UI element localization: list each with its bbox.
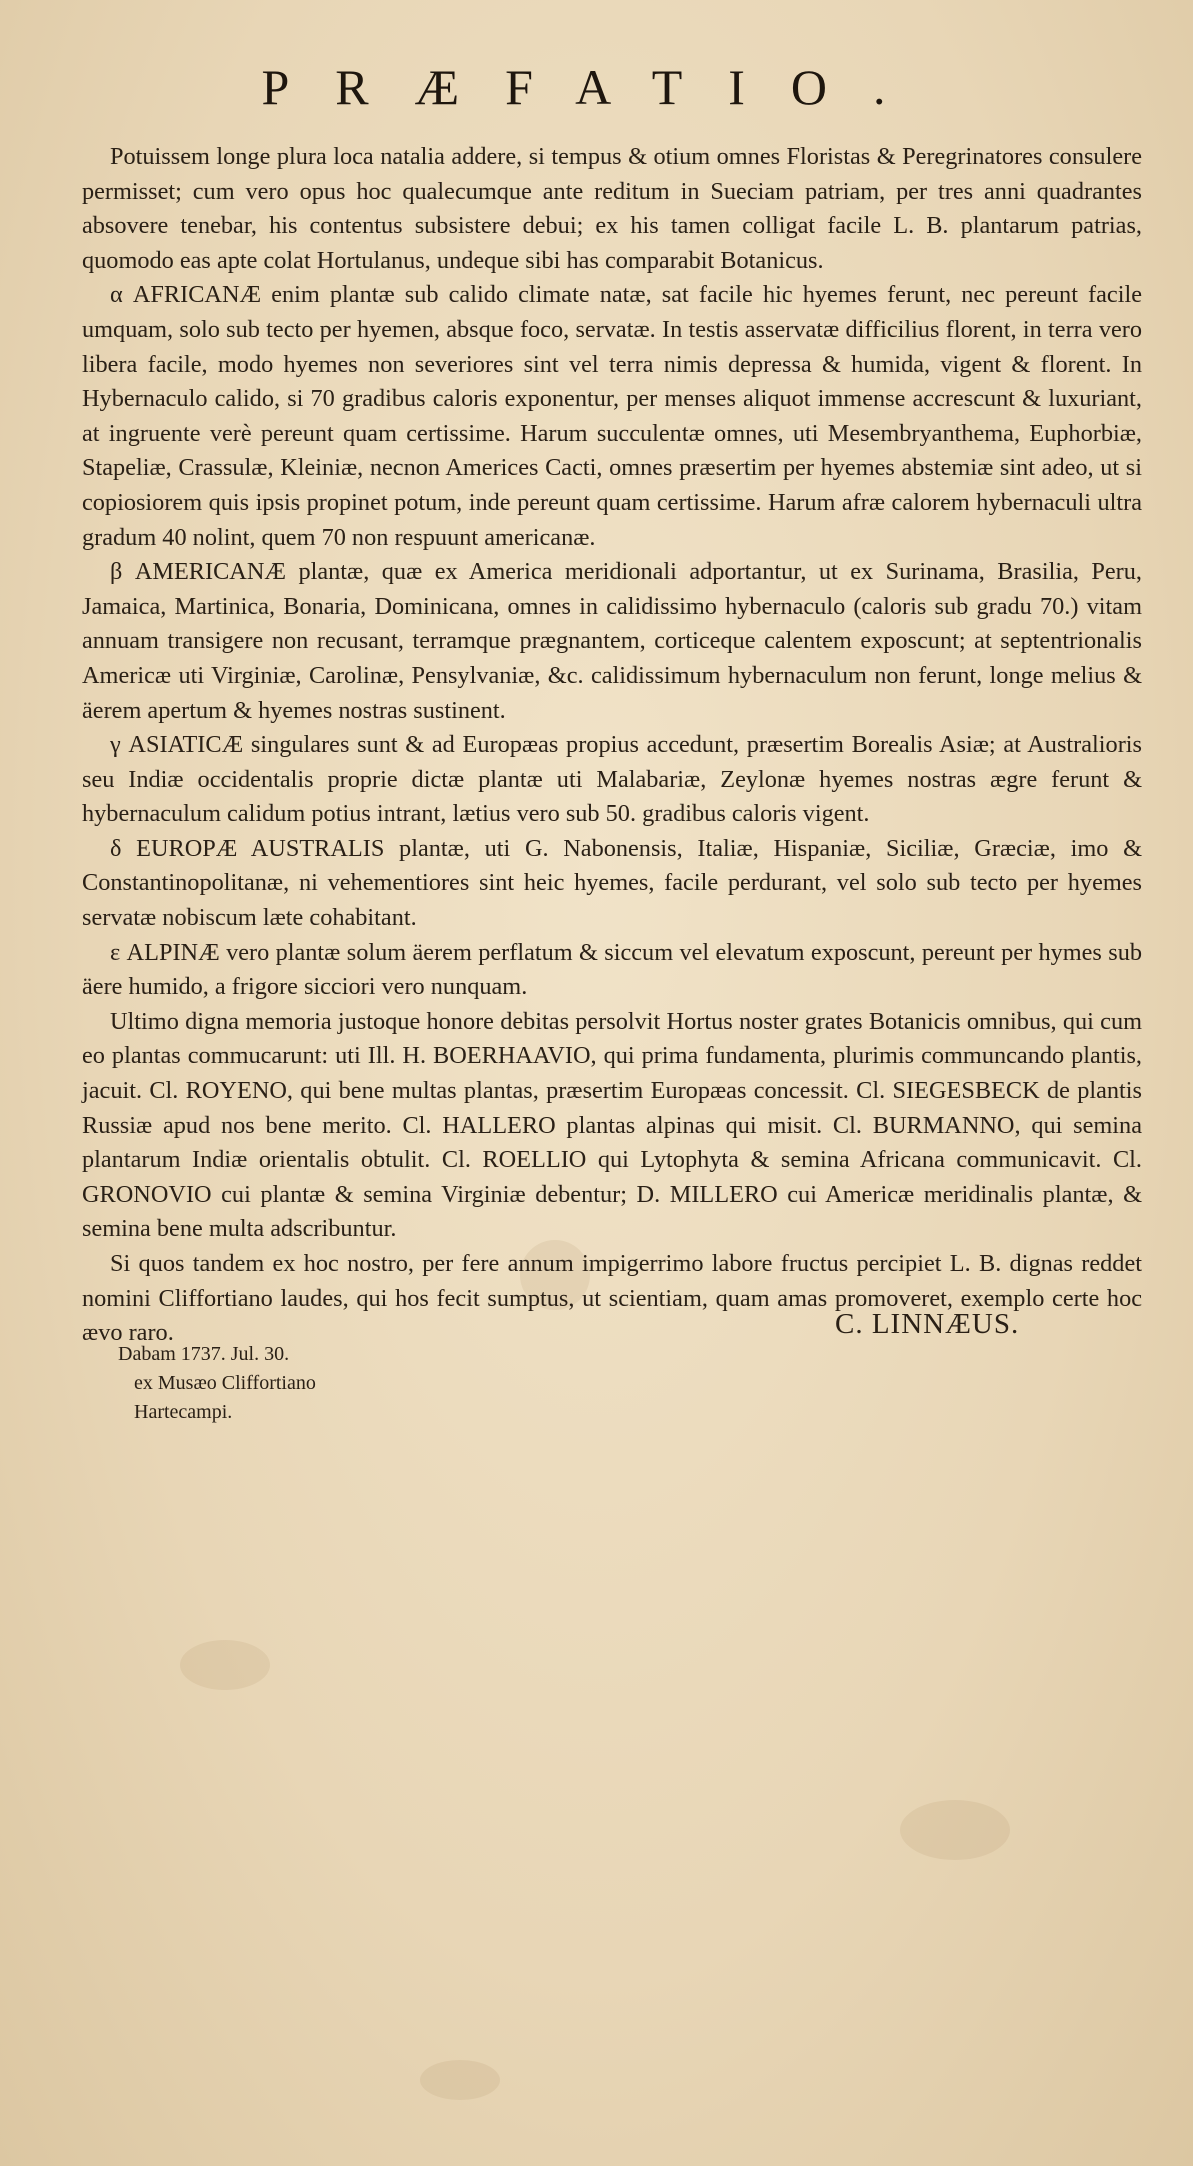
stain	[420, 2060, 500, 2100]
paragraph-americanae: β AMERICANÆ plantæ, quæ ex America meridionali adportantur, ut ex Surinama, Brasilia, Peru, Jamaica, Martinica, Bonaria, Dominicana, omnes in calidissimo hybernaculo (caloris sub gradu 70.) vitam annuam transigere non recusant, terramque prægnantem, corticeque calentem exposcunt; at septentrionalis Americæ uti Virginiæ, Carolinæ, Pensylvaniæ, &c. calidissimum hybernaculum non ferunt, longe melius & äerem apertum & hyemes nostras sustinent.	[82, 558, 1142, 724]
paragraph-closing: Si quos tandem ex hoc nostro, per fere annum impigerrimo labore fructus percipiet L. B. dignas reddet nomini Cliffortiano laudes, qui hos fecit sumptus, ut scientiam, quam amas promoveret, exemplo certe hoc ævo raro.	[82, 1250, 1142, 1347]
stain	[180, 1640, 270, 1690]
signature: C. LINNÆUS.	[835, 1308, 1020, 1340]
dateline-line: ex Musæo Cliffortiano	[134, 1372, 316, 1394]
paragraph-europae-australis: δ EUROPÆ AUSTRALIS plantæ, uti G. Nabonensis, Italiæ, Hispaniæ, Siciliæ, Græciæ, imo & Constantinopolitanæ, ni vehementiores sint heic hyemes, facile perdurant, vel solo sub tecto per hyemes servatæ nobiscum læte cohabitant.	[82, 834, 1142, 932]
dateline-line: Hartecampi.	[134, 1401, 233, 1423]
stain	[900, 1800, 1010, 1860]
preface-body	[82, 140, 1142, 1351]
page-heading: PRÆFATIO.	[261, 59, 932, 115]
paragraph-africanae: α AFRICANÆ enim plantæ sub calido climate natæ, sat facile hic hyemes ferunt, nec pereunt facile umquam, solo sub tecto per hyemen, absque foco, servatæ. In testis asservatæ difficilius florent, in terra vero libera facile, modo hyemes non severiores sint vel terra nimis depressa & humida, vigent & florent. In Hybernaculo calido, si 70 gradibus caloris exponentur, per menses aliquot immense accrescunt & luxuriant, at ingruente verè pereunt quam certissime. Harum succulentæ omnes, uti Mesembryanthema, Euphorbiæ, Stapeliæ, Crassulæ, Kleiniæ, necnon Americes Cacti, omnes præsertim per hyemes abstemiæ sint adeo, ut si copiosiorem quis ipsis propinet potum, inde pereunt quam certissime. Harum afræ calorem hybernaculi ultra gradum 40 nolint, quem 70 non respuunt americanæ.	[82, 281, 1142, 551]
paragraph-alpinae: ε ALPINÆ vero plantæ solum äerem perflatum & siccum vel elevatum exposcunt, pereunt per hymes sub äere humido, a frigore sicciori vero nunquam.	[82, 938, 1142, 1001]
paragraph-acknowledgements: Ultimo digna memoria justoque honore debitas persolvit Hortus noster grates Botanicis omnibus, qui cum eo plantas commucarunt: uti Ill. H. BOERHAAVIO, qui prima fundamenta, plurimis communcando plantis, jacuit. Cl. ROYENO, qui bene multas plantas, præsertim Europæas concessit. Cl. SIEGESBECK de plantis Russiæ apud nos bene merito. Cl. HALLERO plantas alpinas qui misit. Cl. BURMANNO, qui semina plantarum Indiæ orientalis obtulit. Cl. ROELLIO qui Lytophyta & semina Africana communicavit. Cl. GRONOVIO cui plantæ & semina Virginiæ debentur; D. MILLERO cui Americæ meridinalis plantæ, & semina bene multa adscribuntur.	[82, 1007, 1142, 1243]
dateline-line: Dabam 1737. Jul. 30.	[118, 1343, 290, 1365]
dateline	[118, 1340, 316, 1427]
paragraph-asiaticae: γ ASIATICÆ singulares sunt & ad Europæas propius accedunt, præsertim Borealis Asiæ; at Australioris seu Indiæ occidentalis proprie dictæ plantæ uti Malabariæ, Zeylonæ hyemes nostras ægre ferunt & hybernaculum calidum potius intrant, lætius vero sub 50. gradibus caloris vigent.	[82, 731, 1142, 828]
paragraph-intro: Potuissem longe plura loca natalia addere, si tempus & otium omnes Floristas & Peregrinatores consulere permisset; cum vero opus hoc qualecumque ante reditum in Sueciam patriam, per tres anni quadrantes absovere tenebar, his contentus subsistere debui; ex his tamen colligat facile L. B. plantarum patrias, quomodo eas apte colat Hortulanus, undeque sibi has comparabit Botanicus.	[82, 143, 1142, 274]
